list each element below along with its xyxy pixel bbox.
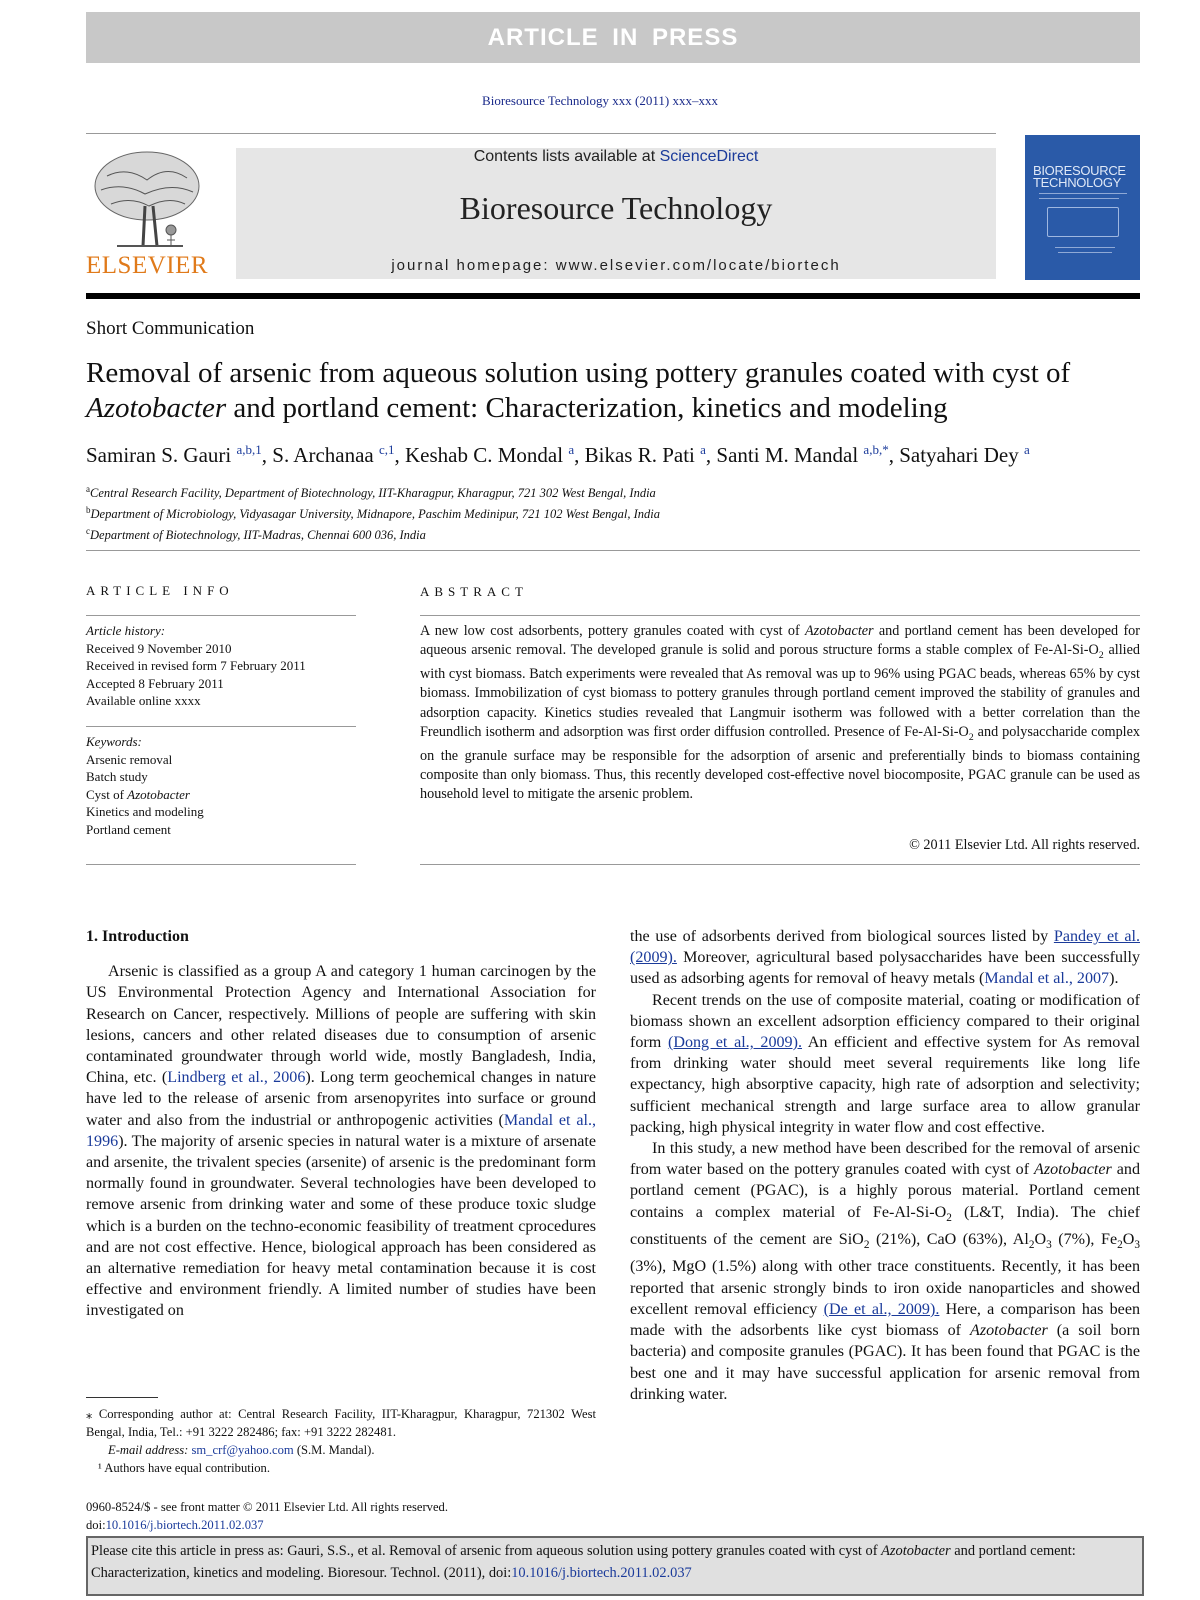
title-part: and portland cement: Characterization, kinetics and modeling xyxy=(226,392,948,424)
doi-link[interactable]: 10.1016/j.biortech.2011.02.037 xyxy=(105,1518,264,1532)
header-divider xyxy=(86,133,996,134)
author[interactable]: Bikas R. Pati $^a$, xyxy=(584,442,717,467)
divider xyxy=(86,726,356,727)
history-entry: Available online xxxx xyxy=(86,693,201,708)
divider xyxy=(420,864,1140,865)
section-heading: 1. Introduction xyxy=(86,928,189,945)
affiliation: $^b$Department of Microbiology, Vidyasagar University, Midnapore, Paschim Medinipur, 721 102 West Bengal, India xyxy=(86,505,660,522)
citation-link[interactable]: (Dong et al., 2009). xyxy=(667,1034,802,1052)
keywords-label: Keywords: xyxy=(86,734,142,749)
affiliations xyxy=(86,481,660,544)
citation-link[interactable]: (De et al., 2009). xyxy=(823,1300,940,1318)
intro-column-left xyxy=(86,926,596,1322)
paragraph: the use of adsorbents derived from biological sources listed by Pandey et al. (2009). Moreover, agricultural based polysaccharides have been successfully used as adsorbing agents for removal of heavy metals (Mandal et al., 2007). xyxy=(630,928,1140,988)
sciencedirect-link[interactable]: ScienceDirect xyxy=(659,148,759,165)
keyword: Portland cement xyxy=(86,821,171,837)
cover-line xyxy=(1039,198,1119,199)
history-label: Article history: xyxy=(86,623,166,638)
title-part: Removal of arsenic from aqueous solution using pottery granules coated with cyst of xyxy=(86,357,1071,389)
keywords xyxy=(86,733,204,838)
corresponding-author-note: ⁎ Corresponding author at: Central Research Facility, IIT-Kharagpur, Kharagpur, 721302 West Bengal, India, Tel.: +91 3222 282486; fax: +91 3222 282481. xyxy=(86,1407,596,1439)
paragraph: Recent trends on the use of composite material, coating or modification of biomass shown an excellent adsorption efficiency compared to their original form (Dong et al., 2009). An efficient and effective system for As removal from drinking water should meet several requirements like long life expectancy, high absorptive capacity, high rate of adsorption and selectivity; sufficient mechanical strength and large surface area to allow granular packing, high physical integrity in water flow and cost effective. xyxy=(630,991,1140,1136)
author[interactable]: Satyahari Dey $^a$ xyxy=(899,442,1030,467)
footnotes xyxy=(86,1405,596,1477)
affiliation: $^c$Department of Biotechnology, IIT-Madras, Chennai 600 036, India xyxy=(86,526,426,543)
affiliation: $^a$Central Research Facility, Department of Biotechnology, IIT-Kharagpur, Kharagpur, 721 302 West Bengal, India xyxy=(86,484,656,501)
cover-title: BIORESOURCE TECHNOLOGY xyxy=(1033,163,1126,190)
author[interactable]: Samiran S. Gauri $^{a,b,1}$, xyxy=(86,442,273,467)
history-entry: Received 9 November 2010 xyxy=(86,640,232,656)
history-entry: Received in revised form 7 February 2011 xyxy=(86,658,306,673)
doi-line: doi:10.1016/j.biortech.2011.02.037 xyxy=(86,1518,264,1532)
front-matter: 0960-8524/$ - see front matter © 2011 Elsevier Ltd. All rights reserved. xyxy=(86,1500,448,1514)
cover-figure-icon xyxy=(1047,207,1119,237)
citation-link[interactable]: Mandal et al., 2007 xyxy=(984,970,1110,988)
title-italic: Azotobacter xyxy=(86,392,227,424)
paragraph: In this study, a new method have been described for the removal of arsenic from water based on the pottery granules coated with cyst of Azotobacter and portland cement (PGAC), is a highly porous material. Portland cement contains a complex material of $Fe-Al-Si-O_2$ (L&T, India). The chief constituents of the cement are SiO$_2$ (21%), CaO (63%), $Al_2O_3$ (7%), $Fe_2O_3$ (3%), MgO (1.5%) along with other trace constituents. Recently, it has been reported that arsenic strongly binds to iron oxide nanoparticles and showed excellent removal efficiency (De et al., 2009). Here, a comparison has been made with the adsorbents like cyst biomass of Azotobacter (a soil born bacteria) and composite granules (PGAC). It has been found that PGAC is the best one and it may have successful application for arsenic removal from drinking water. xyxy=(630,1140,1141,1403)
equal-contribution-note: ¹ Authors have equal contribution. xyxy=(98,1461,271,1475)
author[interactable]: Santi M. Mandal $^{a,b,*}$, xyxy=(716,442,900,467)
citation-link[interactable]: Mandal et al., 1996 xyxy=(86,1111,596,1150)
article-info-heading: ARTICLE INFO xyxy=(86,583,234,598)
divider xyxy=(86,615,356,616)
keyword: Kinetics and modeling xyxy=(86,804,204,819)
abstract-text: A new low cost adsorbents, pottery granules coated with cyst of Azotobacter and portland cement has been developed for aqueous arsenic removal. The developed granule is solid and porous structure forms a stable complex of $Fe-Al-Si-O_2$ allied with cyst biomass. Batch experiments were revealed that As removal was up to 96% using PGAC beads, whereas 65% by cyst biomass. Immobilization of cyst biomass to pottery granules through portland cement improved the stability of granules and adsorption capacity. Kinetics studies revealed that Langmuir isotherm was followed with a better correlation than the Freundlich isotherm and adsorption was first order diffusion controlled. Presence of $Fe-Al-Si-O_2$ and polysaccharide complex on the granule surface may be responsible for the adsorption of arsenic and preferentially binds to biomass containing composite than only biomass. Thus, this recently developed cost-effective novel biocomposite, PGAC granule can be used as household level to mitigate the arsenic problem. xyxy=(420,623,1141,803)
cover-line xyxy=(1058,252,1112,253)
keyword: Batch study xyxy=(86,769,148,784)
cover-line xyxy=(1055,247,1115,248)
elsevier-logo[interactable] xyxy=(86,146,208,282)
divider xyxy=(420,615,1140,616)
email-line: E-mail address: sm_crf@yahoo.com (S.M. Mandal). xyxy=(108,1443,375,1457)
issn-line xyxy=(86,1498,448,1534)
paragraph: Arsenic is classified as a group A and category 1 human carcinogen by the US Environmental Protection Agency and International Association for Research on Cancer, respectively. Millions of people are suffering with skin lesions, cancers and other related diseases due to consumption of arsenic contaminated groundwater through world wide, mostly Bangladesh, India, China, etc. (Lindberg et al., 2006). Long term geochemical changes in nature have led to the release of arsenic from arsenopyrites into surface or ground water and also from the industrial or anthropogenic activities (Mandal et al., 1996). The majority of arsenic species in natural water is a mixture of arsenate and arsenite, the trivalent species (arsenite) of arsenic is the predominant form normally found in groundwater. Several technologies have been developed to remove arsenic from drinking water and some of these produce toxic sludge which is a burden on the techno-economic feasibility of treatment cprocedures and are not cost effective. Hence, biological approach has been considered as an alternative remediation for heavy metal contamination because it is cost effective and environment friendly. A limited number of studies have been investigated on xyxy=(86,963,596,1320)
keyword: Cyst of Azotobacter xyxy=(86,786,190,802)
journal-homepage[interactable]: journal homepage: www.elsevier.com/locate/biortech xyxy=(391,257,841,274)
citation-box: Please cite this article in press as: Gauri, S.S., et al. Removal of arsenic from aqueous solution using pottery granules coated with cyst of Azotobacter and portland cement: Characterization, kinetics and modeling. Bioresour. Technol. (2011), doi:10.1016/j.biortech.2011.02.037 xyxy=(86,1536,1144,1596)
contents-line xyxy=(236,148,996,166)
citation-link[interactable]: Pandey et al. (2009). xyxy=(630,928,1140,967)
email-link[interactable]: sm_crf@yahoo.com xyxy=(191,1443,294,1457)
history-entry: Accepted 8 February 2011 xyxy=(86,675,224,691)
abstract-copyright: © 2011 Elsevier Ltd. All rights reserved. xyxy=(909,837,1140,853)
article-title xyxy=(86,356,1146,426)
journal-cover-thumbnail[interactable] xyxy=(1025,135,1140,280)
contents-prefix: Contents lists available at xyxy=(473,148,660,165)
journal-reference[interactable]: Bioresource Technology xxx (2011) xxx–xxx xyxy=(482,93,718,108)
author-list xyxy=(86,442,1156,468)
tree-icon xyxy=(86,146,208,254)
divider xyxy=(86,550,1140,551)
abstract-heading: ABSTRACT xyxy=(420,584,528,599)
article-type: Short Communication xyxy=(86,318,255,339)
journal-header-box xyxy=(236,148,996,279)
article-in-press-banner: ARTICLE IN PRESS xyxy=(86,12,1140,63)
footnote-rule xyxy=(86,1397,158,1398)
doi-link[interactable]: 10.1016/j.biortech.2011.02.037 xyxy=(511,1565,692,1581)
divider xyxy=(86,864,356,865)
author[interactable]: Keshab C. Mondal $^a$, xyxy=(405,442,585,467)
cover-line xyxy=(1039,193,1127,194)
author[interactable]: S. Archanaa $^{c,1}$, xyxy=(272,442,406,467)
journal-name: Bioresource Technology xyxy=(459,190,773,226)
citation-link[interactable]: Lindberg et al., 2006 xyxy=(167,1069,306,1087)
keyword: Arsenic removal xyxy=(86,751,173,767)
intro-column-right xyxy=(630,926,1140,1405)
article-history xyxy=(86,622,306,710)
header-thick-rule xyxy=(86,293,1140,299)
publisher-name: ELSEVIER xyxy=(86,252,209,279)
